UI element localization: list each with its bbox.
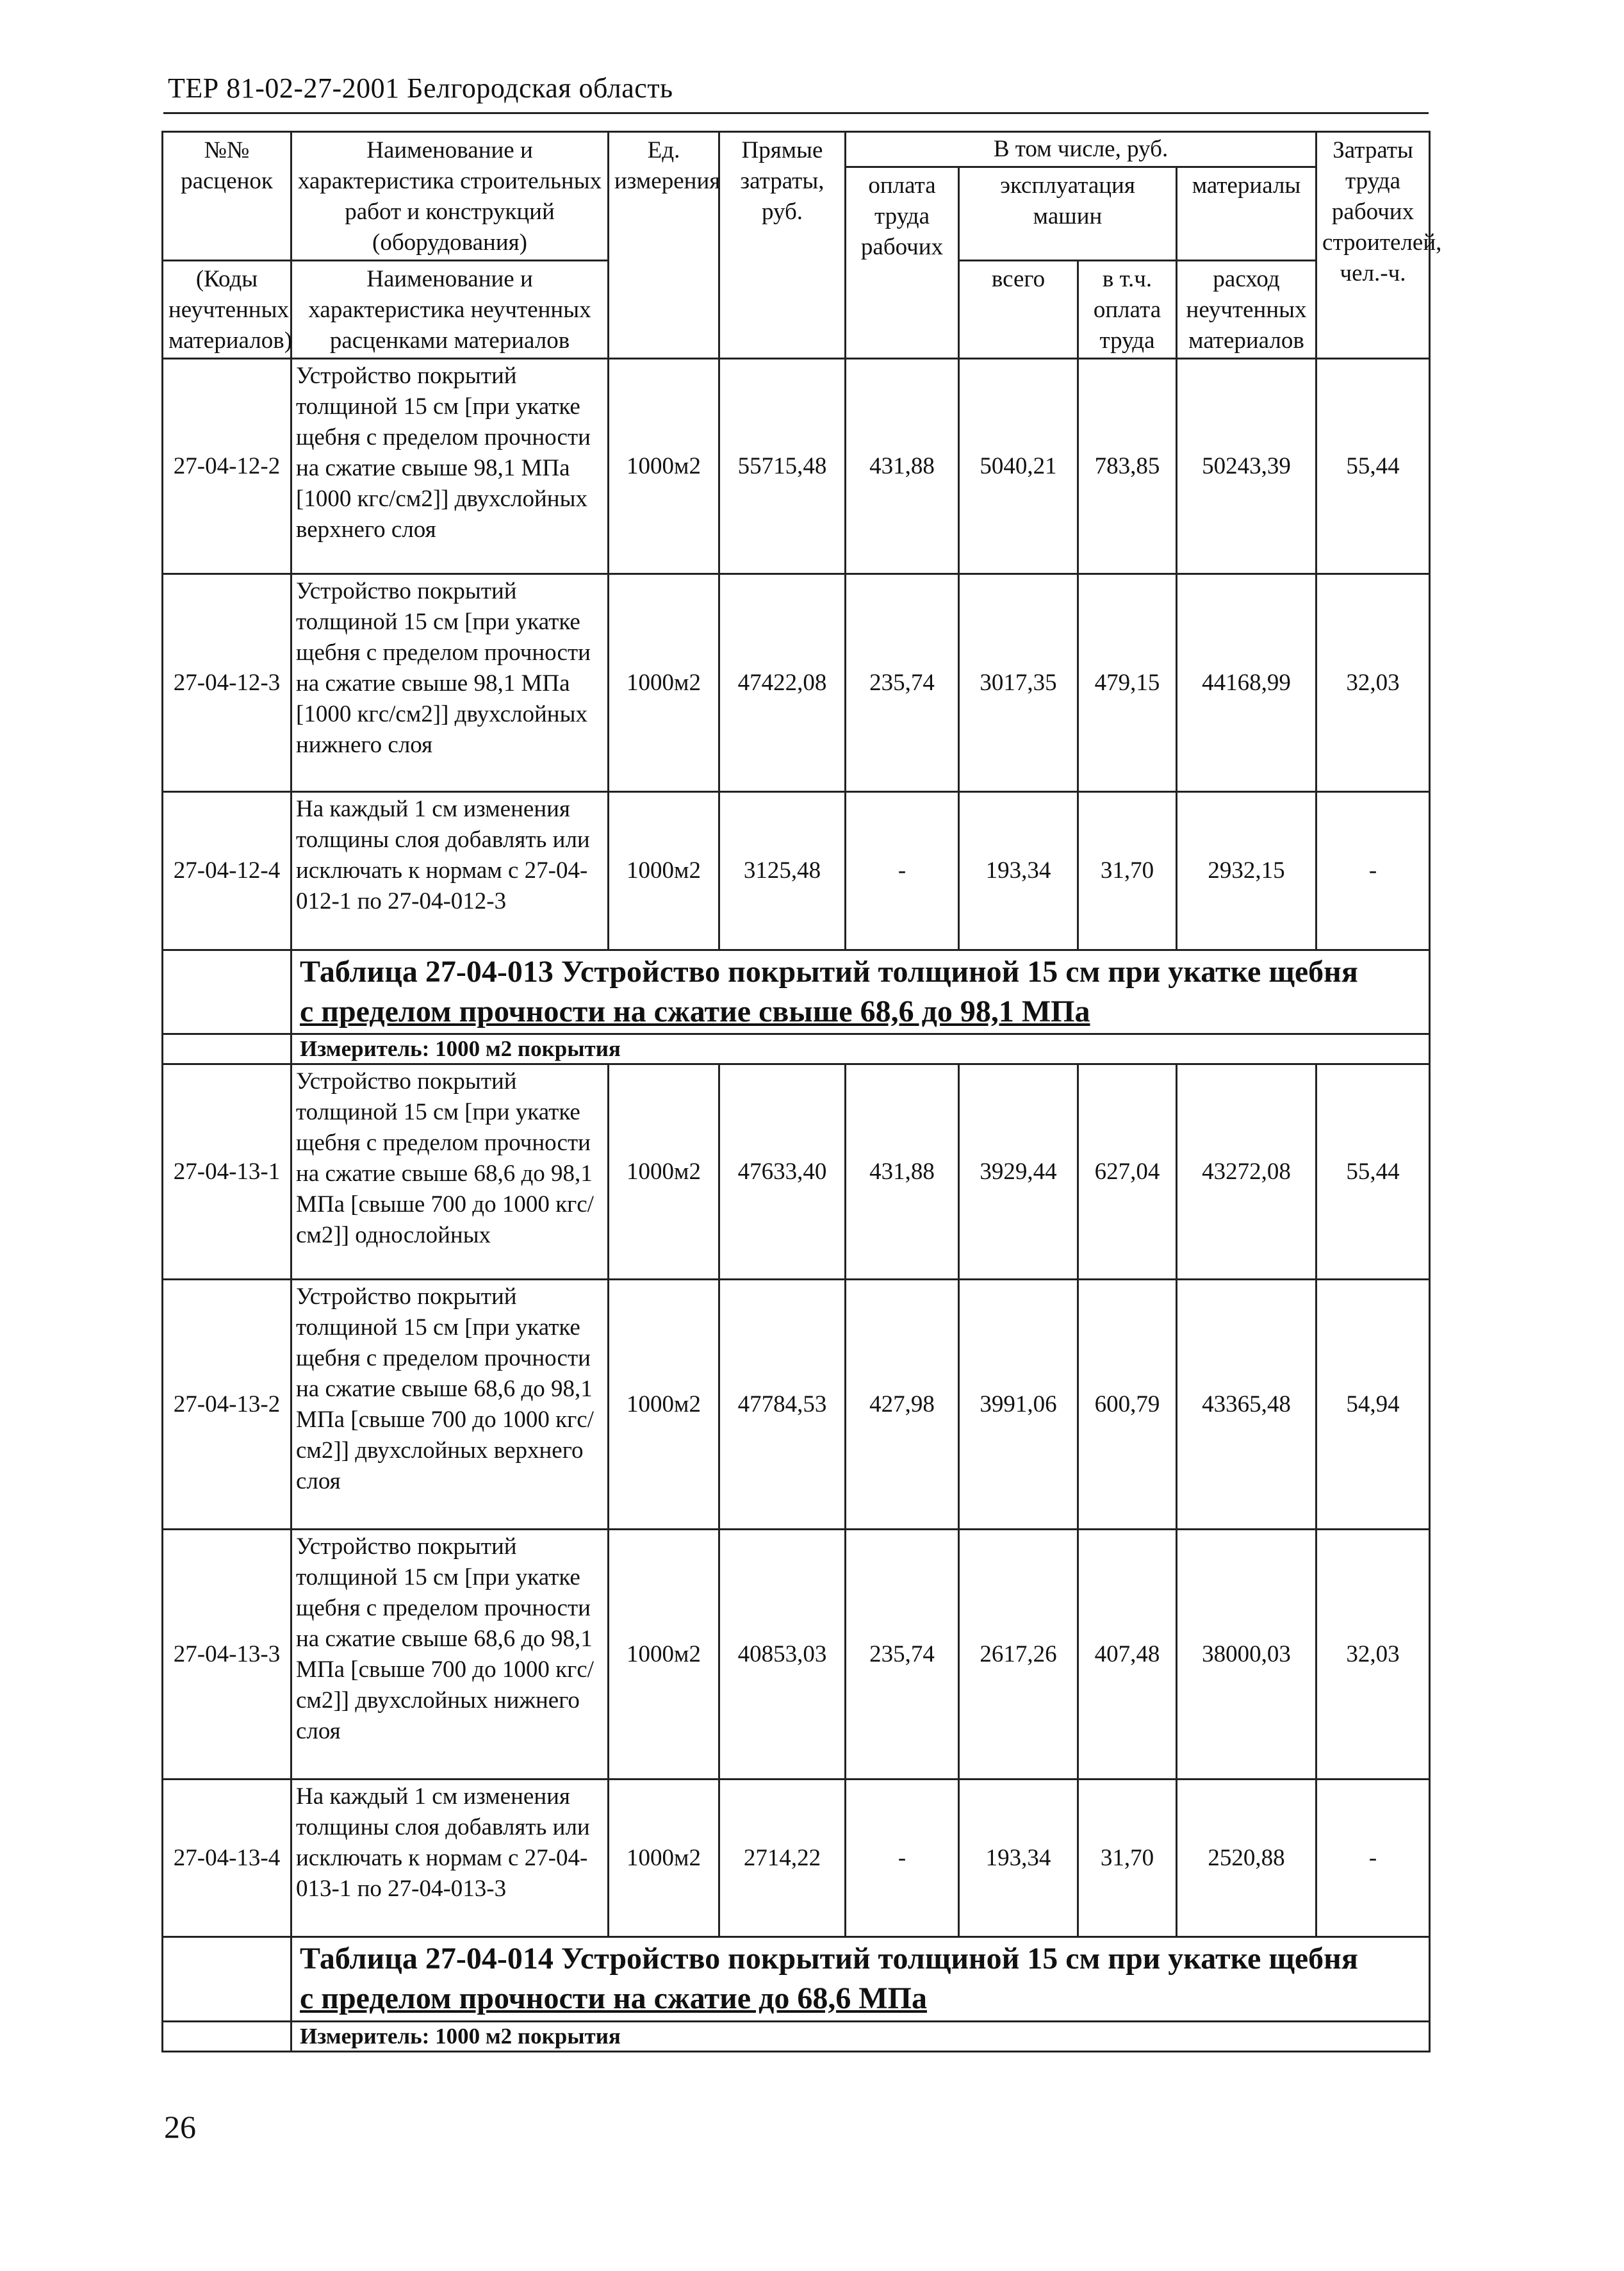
rate-labor-cost: 55,44 [1316,1064,1430,1280]
rate-materials: 50243,39 [1177,359,1316,574]
rate-name: На каждый 1 см изменения толщины слоя добавлять или исключать к нормам с 27-04-012-1 по 27-04-012-3 [291,792,609,950]
rates-table [161,131,1442,2052]
rate-machines-total: 3929,44 [959,1064,1078,1280]
rate-direct: 47422,08 [719,574,846,792]
rate-unit: 1000м2 [609,792,719,950]
rate-materials: 38000,03 [1177,1530,1316,1780]
table-caption-row [163,950,1430,1034]
col-header-machines-labor: в т.ч. оплата труда [1078,261,1177,359]
rate-materials: 2520,88 [1177,1780,1316,1937]
rate-machines-labor: 600,79 [1078,1280,1177,1530]
rate-materials: 2932,15 [1177,792,1316,950]
rate-direct: 3125,48 [719,792,846,950]
rate-labor-pay: 427,98 [846,1280,959,1530]
rate-labor-pay: 235,74 [846,1530,959,1780]
rate-labor-cost: - [1316,1780,1430,1937]
col-header-materials: материалы [1177,167,1316,261]
rate-code: 27-04-13-2 [163,1280,291,1530]
rate-name: Устройство покрытий толщиной 15 см [при укатке щебня с пределом прочности на сжатие свыше 68,6 до 98,1 МПа [свыше 700 до 1000 кгс/см2]] двухслойных нижнего слоя [291,1530,609,1780]
rate-unit: 1000м2 [609,1064,719,1280]
col-header-code-alt: (Коды неучтенных материалов) [163,261,291,359]
rate-machines-labor: 627,04 [1078,1064,1177,1280]
rate-code: 27-04-13-1 [163,1064,291,1280]
col-header-code: №№ расценок [163,132,291,261]
rate-name: Устройство покрытий толщиной 15 см [при укатке щебня с пределом прочности на сжатие свыше 68,6 до 98,1 МПа [свыше 700 до 1000 кгс/см2]] двухслойных верхнего слоя [291,1280,609,1530]
rate-materials: 43272,08 [1177,1064,1316,1280]
rate-direct: 55715,48 [719,359,846,574]
rate-direct: 40853,03 [719,1530,846,1780]
rate-labor-cost: 54,94 [1316,1280,1430,1530]
meter-row [163,2022,1430,2052]
rate-labor-cost: 32,03 [1316,1530,1430,1780]
col-header-labor-pay: оплата труда рабочих [846,167,959,359]
rate-labor-pay: - [846,792,959,950]
rate-machines-labor: 783,85 [1078,359,1177,574]
rate-unit: 1000м2 [609,1530,719,1780]
rate-labor-pay: 431,88 [846,1064,959,1280]
rate-code: 27-04-13-4 [163,1780,291,1937]
rate-machines-total: 193,34 [959,792,1078,950]
rate-unit: 1000м2 [609,359,719,574]
rate-machines-labor: 31,70 [1078,792,1177,950]
col-header-name-alt: Наименование и характеристика неучтенных расценками материалов [291,261,609,359]
table-row [163,792,1430,950]
header-rule [163,112,1429,114]
rate-materials: 44168,99 [1177,574,1316,792]
rate-labor-cost: 32,03 [1316,574,1430,792]
col-header-machines-total: всего [959,261,1078,359]
rate-code: 27-04-12-4 [163,792,291,950]
rate-labor-cost: - [1316,792,1430,950]
rate-unit: 1000м2 [609,1280,719,1530]
rate-direct: 47633,40 [719,1064,846,1280]
rate-machines-total: 5040,21 [959,359,1078,574]
rate-machines-total: 3017,35 [959,574,1078,792]
rate-name: Устройство покрытий толщиной 15 см [при укатке щебня с пределом прочности на сжатие свыше 98,1 МПа [1000 кгс/см2]] двухслойных верхнего слоя [291,359,609,574]
running-header: ТЕР 81-02-27-2001 Белгородская область [168,72,673,104]
rate-direct: 47784,53 [719,1280,846,1530]
rate-unit: 1000м2 [609,574,719,792]
table-row [163,1064,1430,1280]
rate-machines-labor: 479,15 [1078,574,1177,792]
table-row [163,1780,1430,1937]
page-number: 26 [164,2109,196,2145]
rate-machines-total: 2617,26 [959,1530,1078,1780]
rate-name: На каждый 1 см изменения толщины слоя добавлять или исключать к нормам с 27-04-013-1 по 27-04-013-3 [291,1780,609,1937]
col-header-materials-alt: расход неучтенных материалов [1177,261,1316,359]
table-caption-row [163,1937,1430,2022]
table-caption-014: Таблица 27-04-014 Устройство покрытий толщиной 15 см при укатке щебня с пределом прочности на сжатие до 68,6 МПа [291,1937,1430,2022]
rate-labor-pay: - [846,1780,959,1937]
meter-013: Измеритель: 1000 м2 покрытия [291,1034,1430,1064]
meter-row [163,1034,1430,1064]
rate-labor-pay: 235,74 [846,574,959,792]
rate-direct: 2714,22 [719,1780,846,1937]
rate-labor-cost: 55,44 [1316,359,1430,574]
rate-code: 27-04-13-3 [163,1530,291,1780]
rate-machines-total: 3991,06 [959,1280,1078,1530]
rate-machines-labor: 407,48 [1078,1530,1177,1780]
rate-labor-pay: 431,88 [846,359,959,574]
col-header-direct: Прямые затраты, руб. [719,132,846,359]
table-row [163,574,1430,792]
col-header-unit: Ед. измерения [609,132,719,359]
col-header-labor-cost: Затраты труда рабочих строителей, чел.-ч. [1316,132,1430,359]
rate-name: Устройство покрытий толщиной 15 см [при укатке щебня с пределом прочности на сжатие свыше 68,6 до 98,1 МПа [свыше 700 до 1000 кгс/см2]] однослойных [291,1064,609,1280]
rate-unit: 1000м2 [609,1780,719,1937]
rate-materials: 43365,48 [1177,1280,1316,1530]
table-caption-013: Таблица 27-04-013 Устройство покрытий толщиной 15 см при укатке щебня с пределом прочности на сжатие свыше 68,6 до 98,1 МПа [291,950,1430,1034]
meter-014: Измеритель: 1000 м2 покрытия [291,2022,1430,2052]
rate-machines-total: 193,34 [959,1780,1078,1937]
col-header-name: Наименование и характеристика строительных работ и конструкций (оборудования) [291,132,609,261]
table-row [163,359,1430,574]
col-header-machines: эксплуатация машин [959,167,1177,261]
rate-machines-labor: 31,70 [1078,1780,1177,1937]
table-row [163,1530,1430,1780]
table-row [163,1280,1430,1530]
rate-name: Устройство покрытий толщиной 15 см [при укатке щебня с пределом прочности на сжатие свыше 98,1 МПа [1000 кгс/см2]] двухслойных нижнего слоя [291,574,609,792]
rate-code: 27-04-12-3 [163,574,291,792]
rate-code: 27-04-12-2 [163,359,291,574]
col-header-including: В том числе, руб. [846,132,1316,167]
